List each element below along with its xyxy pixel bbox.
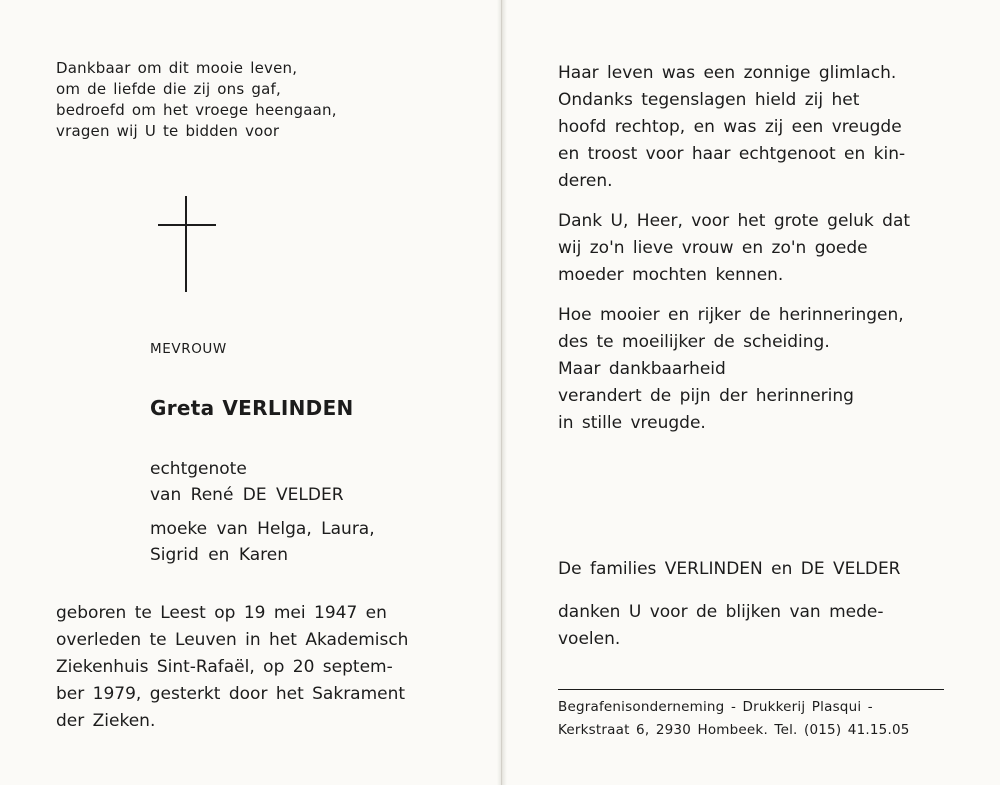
intro-verse — [56, 58, 386, 142]
poem-line: in stille vreugde. — [558, 413, 706, 433]
spouse-name: van René DE VELDER — [150, 485, 344, 505]
poem-line: Ondanks tegenslagen hield zij het — [558, 90, 860, 110]
bio-line: geboren te Leest op 19 mei 1947 en — [56, 603, 387, 623]
family-relations — [150, 456, 375, 568]
bio-line: overleden te Leuven in het Akademisch — [56, 630, 409, 650]
poem-paragraph — [558, 208, 958, 289]
poem-line: en troost voor haar echtgenoot en kin- — [558, 144, 906, 164]
deceased-name — [150, 396, 354, 420]
printer-line: Begrafenisonderneming - Drukkerij Plasqui - — [558, 699, 873, 715]
printer-imprint — [558, 696, 910, 742]
biography — [56, 600, 446, 735]
poem-line: Maar dankbaarheid — [558, 359, 726, 379]
poem-line: Haar leven was een zonnige glimlach. — [558, 63, 897, 83]
poem-line: hoofd rechtop, en was zij een vreugde — [558, 117, 902, 137]
intro-line: bedroefd om het vroege heengaan, — [56, 101, 337, 119]
cross-vertical-bar — [185, 196, 187, 292]
printer-line: Kerkstraat 6, 2930 Hombeek. Tel. (015) 41.15.05 — [558, 722, 910, 738]
poem-line: deren. — [558, 171, 613, 191]
poem-line: Dank U, Heer, voor het grote geluk dat — [558, 211, 911, 231]
cross-icon — [158, 196, 216, 292]
spouse-label: echtgenote — [150, 459, 247, 479]
poem-paragraph — [558, 60, 958, 195]
families-line: De families VERLINDEN en DE VELDER — [558, 559, 901, 579]
card-fold — [497, 0, 507, 785]
children-line: moeke van Helga, Laura, — [150, 519, 375, 539]
poem-line: Hoe mooier en rijker de herinneringen, — [558, 305, 904, 325]
intro-line: om de liefde die zij ons gaf, — [56, 80, 281, 98]
children-line: Sigrid en Karen — [150, 545, 288, 565]
honorific: MEVROUW — [150, 341, 227, 357]
poem-line: wij zo'n lieve vrouw en zo'n goede — [558, 238, 868, 258]
poem-line: moeder mochten kennen. — [558, 265, 784, 285]
bio-line: ber 1979, gesterkt door het Sakrament — [56, 684, 406, 704]
poem-paragraph — [558, 302, 958, 437]
poem — [558, 60, 958, 450]
intro-line: Dankbaar om dit mooie leven, — [56, 59, 298, 77]
bio-line: Ziekenhuis Sint-Rafaël, op 20 septem- — [56, 657, 393, 677]
fold-crease — [501, 0, 502, 785]
poem-line: verandert de pijn der herinnering — [558, 386, 854, 406]
divider-rule — [558, 689, 944, 690]
intro-line: vragen wij U te bidden voor — [56, 122, 280, 140]
first-name: Greta — [150, 396, 215, 420]
bio-line: der Zieken. — [56, 711, 156, 731]
right-page — [507, 0, 1000, 785]
thanks-text — [558, 599, 884, 653]
surname: VERLINDEN — [222, 396, 354, 420]
cross-horizontal-bar — [158, 224, 216, 226]
thanks-line: voelen. — [558, 629, 621, 649]
poem-line: des te moeilijker de scheiding. — [558, 332, 830, 352]
left-page — [0, 0, 497, 785]
thanks-line: danken U voor de blijken van mede- — [558, 602, 884, 622]
